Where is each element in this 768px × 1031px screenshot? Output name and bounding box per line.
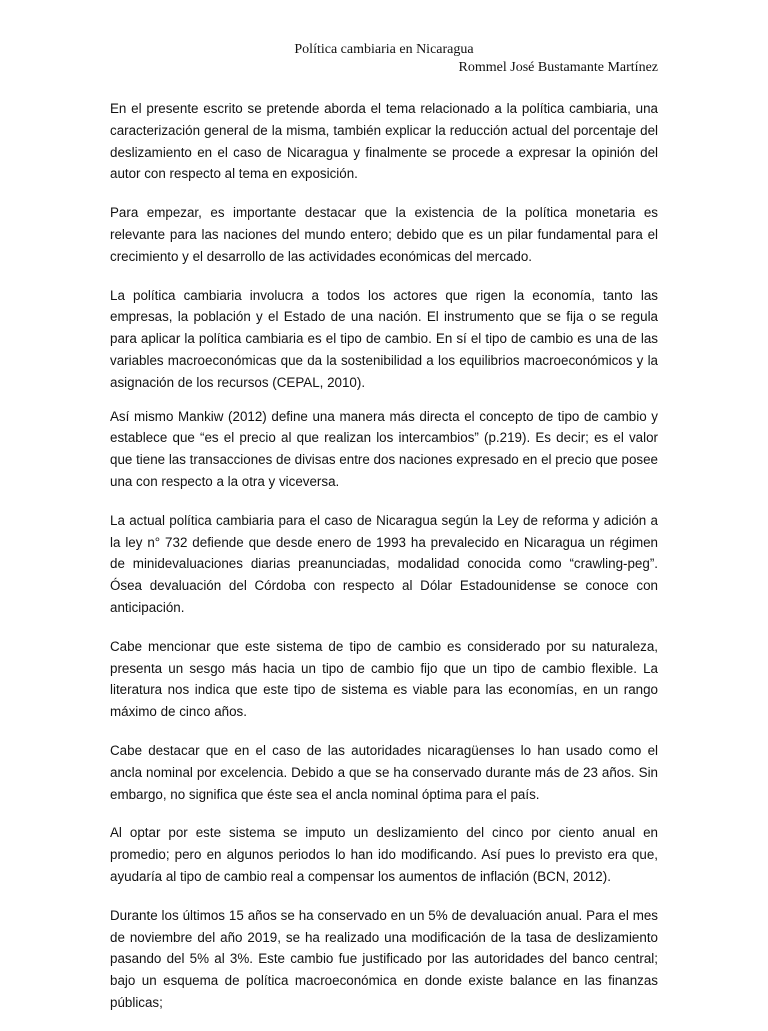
- paragraph-last-15-years: Durante los últimos 15 años se ha conservado en un 5% de devaluación anual. Para el mes de noviembre del año 2019, se ha realizado una modificación de la tasa de deslizamiento pasando del 5% al 3%. Este cambio fue justificado por las autoridades del banco central; bajo un esquema de política macroeconómica en donde existe balance en las finanzas públicas;: [110, 907, 658, 1010]
- paragraph-intro: En el presente escrito se pretende aborda el tema relacionado a la política cambiaria, una caracterización general de la misma, también explicar la reducción actual del porcentaje del deslizamiento en el caso de Nicaragua y finalmente se procede a expresar la opinión del autor con respecto al tema en exposición.: [110, 101, 658, 182]
- document-title: Política cambiaria en Nicaragua: [294, 42, 474, 57]
- paragraph-system-bias: Cabe mencionar que este sistema de tipo de cambio es considerado por su naturaleza, presenta un sesgo más hacia un tipo de cambio fijo que un tipo de cambio flexible. La literatura nos indica que este tipo de sistema es viable para las economías, en un rango máximo de cinco años.: [110, 638, 658, 720]
- document-body: [110, 98, 658, 1031]
- paragraph-slippage: Al optar por este sistema se imputo un deslizamiento del cinco por ciento anual en promedio; pero en algunos periodos lo han ido modificando. Así pues lo previsto era que, ayudaría al tipo de cambio real a compensar los aumentos de inflación (BCN, 2012).: [110, 825, 658, 884]
- document-author: Rommel José Bustamante Martínez: [458, 60, 658, 75]
- document-header: [110, 41, 658, 77]
- paragraph-nominal-anchor: Cabe destacar que en el caso de las autoridades nicaragüenses lo han usado como el ancla nominal por excelencia. Debido a que se ha conservado durante más de 23 años. Sin embargo, no significa que éste sea el ancla nominal óptima para el país.: [110, 742, 658, 802]
- paragraph-monetary-policy: Para empezar, es importante destacar que la existencia de la política monetaria es relevante para las naciones del mundo entero; debido que es un pilar fundamental para el crecimiento y el desarrollo de las actividades económicas del mercado.: [110, 205, 658, 264]
- paragraph-mankiw: Así mismo Mankiw (2012) define una manera más directa el concepto de tipo de cambio y establece que “es el precio al que realizan los intercambios” (p.219). Es decir; es el valor que tiene las transacciones de divisas entre dos naciones expresado en el precio que posee una con respecto a la otra y viceversa.: [110, 408, 658, 489]
- paragraph-nicaragua-policy: La actual política cambiaria para el caso de Nicaragua según la Ley de reforma y adición a la ley n° 732 defiende que desde enero de 1993 ha prevalecido en Nicaragua un régimen de minidevaluaciones diarias preanunciadas, modalidad conocida como “crawling-peg”. Ósea devaluación del Córdoba con respecto al Dólar Estadounidense se conoce con anticipación.: [110, 512, 658, 615]
- paragraph-exchange-policy: La política cambiaria involucra a todos los actores que rigen la economía, tanto las empresas, la población y el Estado de una nación. El instrumento que se fija o se regula para aplicar la política cambiaria es el tipo de cambio. En sí el tipo de cambio es una de las variables macroeconómicas que da la sostenibilidad a los equilibrios macroeconómicos y la asignación de los recursos (CEPAL, 2010).: [110, 287, 658, 390]
